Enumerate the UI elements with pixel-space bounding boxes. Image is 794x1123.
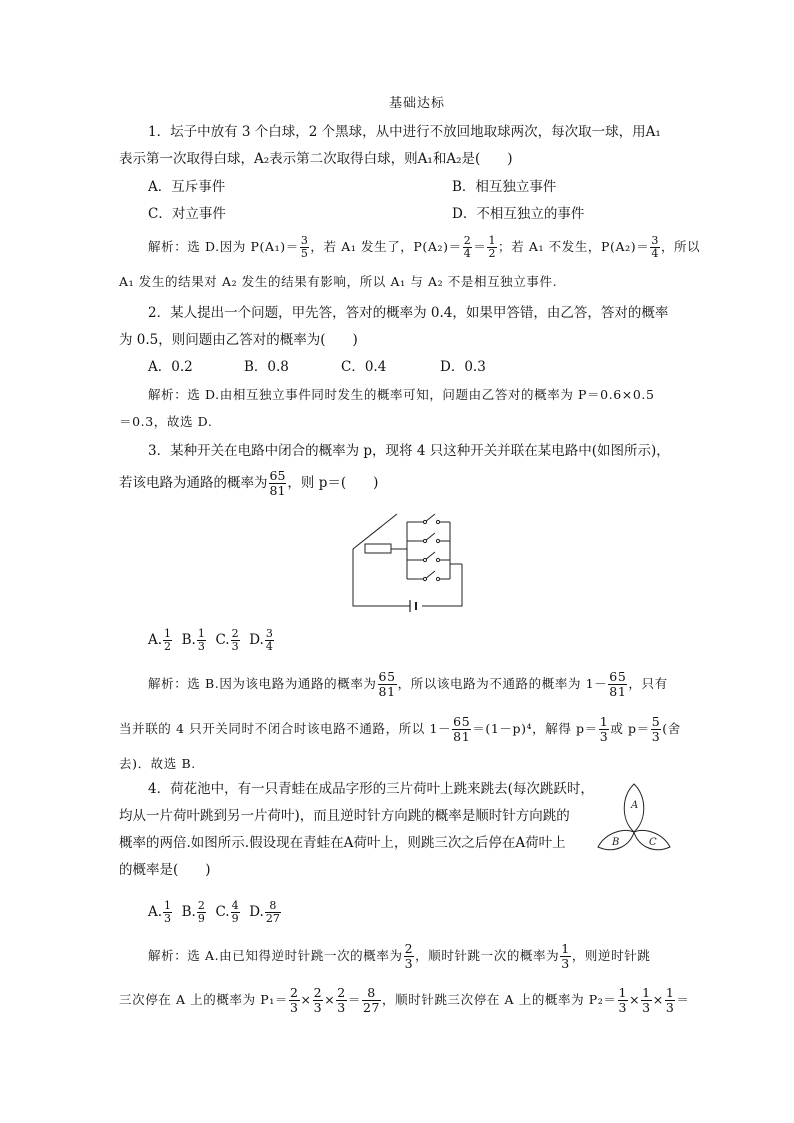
frac-den: 2 <box>164 640 172 653</box>
q1-sol-text-c: ；若 A₁ 不发生，P(A₂)＝ <box>498 239 650 254</box>
q4-line2: 均从一片荷叶跳到另一片荷叶)，而且逆时针方向跳的概率是顺时针方向跳的 <box>119 808 570 824</box>
frac-num: 65 <box>609 669 627 684</box>
frac-den: 5 <box>300 247 309 260</box>
frac-num: 1 <box>561 941 570 956</box>
option-letter: A. <box>148 904 163 920</box>
frac-num: 2 <box>231 627 239 640</box>
frac-num: 8 <box>362 986 381 1001</box>
frac-den: 81 <box>453 729 471 744</box>
frac-den: 4 <box>651 247 659 260</box>
sol-text: 解析：选 A.由已知得逆时针跳一次的概率为 <box>148 948 403 963</box>
frac-num: 1 <box>599 714 609 729</box>
sol-frac <box>608 670 627 699</box>
q3-solution-line2 <box>119 715 681 744</box>
frac-num: 2 <box>337 985 346 1000</box>
frac-num: 1 <box>164 899 172 912</box>
sol-frac <box>599 715 610 744</box>
frac-den: 3 <box>337 1000 346 1015</box>
frac-num: 3 <box>651 234 659 247</box>
sol-text: (舍 <box>662 721 681 736</box>
option-frac <box>231 628 240 653</box>
sol-text: ，所以该电路为不通路的概率为 1－ <box>397 676 608 691</box>
frac-den: 2 <box>488 247 497 260</box>
q3-line2 <box>119 469 378 498</box>
sol-text: 或 p＝ <box>610 721 650 736</box>
frac-num: 1 <box>197 627 205 640</box>
sol-frac <box>560 942 571 971</box>
sol-frac <box>651 715 662 744</box>
frac-den: 27 <box>265 912 280 925</box>
q4-line3: 概率的两倍.如图所示.假设现在青蛙在A荷叶上，则跳三次之后停在A荷叶上 <box>119 835 566 851</box>
frac-den: 3 <box>404 956 414 971</box>
option-frac <box>197 900 206 925</box>
frac-num: 3 <box>265 627 273 640</box>
equals-sign: ＝ <box>676 992 690 1007</box>
frac-num: 2 <box>463 234 472 247</box>
option-frac <box>265 900 281 925</box>
q1-sol-eq: ＝ <box>473 239 487 254</box>
lotus-leaves-diagram <box>594 782 678 854</box>
q1-sol-frac3 <box>487 235 497 260</box>
q1-option-c: C．对立事件 <box>148 206 226 222</box>
frac-num: 65 <box>269 468 286 483</box>
frac-den: 3 <box>618 1000 628 1015</box>
sol-text: ，则逆时针跳 <box>571 948 651 963</box>
option-frac <box>197 628 206 653</box>
q3-solution-line1 <box>148 670 668 699</box>
frac-den: 9 <box>197 912 205 925</box>
q1-sol-frac4 <box>650 235 660 260</box>
frac-den: 3 <box>197 640 205 653</box>
switch-1 <box>407 514 450 524</box>
q1-sol-frac2 <box>463 235 473 260</box>
frac-den: 81 <box>378 684 396 699</box>
frac-den: 81 <box>269 483 286 498</box>
q1-line1: 1．坛子中放有 3 个白球，2 个黑球，从中进行不放回地取球两次，每次取一球，用A₁ <box>148 124 661 140</box>
frac-num: 2 <box>197 899 205 912</box>
sol-text: ，只有 <box>628 676 668 691</box>
option-frac <box>231 900 240 925</box>
times-sign: × <box>300 992 312 1007</box>
frac-den: 3 <box>289 1000 299 1015</box>
q1-solution-line1 <box>148 235 700 260</box>
switch-4 <box>407 571 450 581</box>
switch-2 <box>407 533 450 543</box>
sol-text: 当并联的 4 只开关同时不闭合时该电路不通路，所以 1－ <box>119 721 452 736</box>
sol-text: 解析：选 B.因为该电路为通路的概率为 <box>148 676 377 691</box>
frac-num: 2 <box>289 985 299 1000</box>
switch-3 <box>407 552 450 562</box>
q2-option-d: D．0.3 <box>440 359 486 375</box>
sol-frac <box>452 715 471 744</box>
frac-den: 3 <box>599 729 609 744</box>
sol-frac <box>665 986 676 1015</box>
frac-den: 3 <box>665 1000 675 1015</box>
frac-den: 3 <box>651 729 661 744</box>
times-sign: × <box>629 992 641 1007</box>
frac-den: 4 <box>265 640 273 653</box>
q2-solution-line2: ＝0.3，故选 D. <box>119 414 213 429</box>
q1-solution-line2: A₁ 发生的结果对 A₂ 发生的结果有影响，所以 A₁ 与 A₂ 不是相互独立事件. <box>119 274 558 289</box>
frac-den: 3 <box>231 640 239 653</box>
frac-den: 3 <box>313 1000 323 1015</box>
q1-sol-text-b: ，若 A₁ 发生了，P(A₂)＝ <box>310 239 462 254</box>
frac-den: 27 <box>362 1000 381 1015</box>
q1-sol-text-d: ，所以 <box>660 239 701 254</box>
q1-option-d: D．不相互独立的事件 <box>452 206 585 222</box>
frac-den: 3 <box>164 912 172 925</box>
circuit-wire-right <box>422 564 462 606</box>
circuit-diagram <box>345 505 475 617</box>
resistor <box>365 544 391 553</box>
q2-option-c: C．0.4 <box>341 359 387 375</box>
sol-text: ，顺时针跳三次停在 A 上的概率为 P₂＝ <box>382 992 617 1007</box>
option-frac <box>265 628 274 653</box>
q3-frac <box>269 469 287 498</box>
sol-frac <box>404 942 415 971</box>
option-letter: C. <box>215 632 230 648</box>
q1-option-a: A．互斥事件 <box>148 179 226 195</box>
q3-line2-text-b: ，则 p＝( ) <box>287 475 379 491</box>
frac-num: 2 <box>404 941 414 956</box>
leaf-label-b: B <box>612 837 620 848</box>
q3-line1: 3．某种开关在电路中闭合的概率为 p，现将 4 只这种开关并联在某电路中(如图所示)， <box>148 443 670 459</box>
frac-num: 2 <box>313 985 323 1000</box>
q4-line4: 的概率是( ) <box>119 862 211 878</box>
frac-num: 4 <box>231 899 239 912</box>
q1-option-b: B．相互独立事件 <box>452 179 557 195</box>
frac-den: 3 <box>642 1000 651 1015</box>
sol-text: ，顺时针跳一次的概率为 <box>415 948 560 963</box>
q2-option-a: A．0.2 <box>148 359 193 375</box>
times-sign: × <box>324 992 336 1007</box>
frac-num: 1 <box>618 985 628 1000</box>
frac-num: 8 <box>265 900 281 913</box>
option-letter: B. <box>181 632 196 648</box>
times-sign: × <box>652 992 664 1007</box>
q1-sol-text-a: 解析：选 D.因为 P(A₁)＝ <box>148 239 299 254</box>
sol-text: ＝(1－p)⁴，解得 p＝ <box>472 721 598 736</box>
q3-options <box>148 628 275 653</box>
option-letter: D. <box>249 904 264 920</box>
sol-frac <box>362 986 381 1015</box>
equals-sign: ＝ <box>347 992 361 1007</box>
circuit-wire-left <box>353 514 410 606</box>
sol-frac <box>378 670 397 699</box>
q2-option-b: B．0.8 <box>244 359 289 375</box>
sol-frac <box>641 986 652 1015</box>
sol-frac <box>618 986 629 1015</box>
frac-num: 65 <box>453 714 471 729</box>
frac-den: 3 <box>561 956 570 971</box>
frac-den: 81 <box>609 684 627 699</box>
option-letter: D. <box>249 632 264 648</box>
sol-frac <box>313 986 324 1015</box>
frac-num: 5 <box>651 714 661 729</box>
option-frac <box>163 900 172 925</box>
leaf-label-a: A <box>631 800 639 811</box>
frac-num: 65 <box>378 669 396 684</box>
q2-line2: 为 0.5，则问题由乙答对的概率为( ) <box>119 332 358 348</box>
option-letter: A. <box>148 632 163 648</box>
q2-line1: 2．某人提出一个问题，甲先答，答对的概率为 0.4，如果甲答错，由乙答，答对的概率 <box>148 305 669 321</box>
option-letter: C. <box>215 904 230 920</box>
sol-text: 三次停在 A 上的概率为 P₁＝ <box>119 992 288 1007</box>
q3-line2-text-a: 若该电路为通路的概率为 <box>119 475 268 491</box>
sol-frac <box>289 986 300 1015</box>
q4-line1: 4．荷花池中，有一只青蛙在成品字形的三片荷叶上跳来跳去(每次跳跃时， <box>148 781 594 797</box>
frac-den: 4 <box>463 247 472 260</box>
frac-den: 9 <box>231 912 239 925</box>
option-frac <box>163 628 172 653</box>
leaf-label-c: C <box>649 837 657 848</box>
frac-num: 1 <box>665 985 675 1000</box>
sol-frac <box>336 986 347 1015</box>
frac-num: 3 <box>300 234 309 247</box>
frac-num: 1 <box>642 985 651 1000</box>
frac-num: 1 <box>164 627 172 640</box>
section-title: 基础达标 <box>389 96 446 111</box>
q2-solution-line1: 解析：选 D.由相互独立事件同时发生的概率可知，问题由乙答对的概率为 P＝0.6×0.5 <box>148 387 655 402</box>
q4-solution-line1 <box>148 942 650 971</box>
option-letter: B. <box>181 904 196 920</box>
q1-sol-frac1 <box>300 235 310 260</box>
q3-solution-line3: 去)．故选 B. <box>119 756 196 771</box>
q1-line2: 表示第一次取得白球，A₂表示第二次取得白球，则A₁和A₂是( ) <box>119 151 513 167</box>
q4-options <box>148 900 282 925</box>
q4-solution-line2 <box>119 986 689 1015</box>
frac-num: 1 <box>488 234 497 247</box>
